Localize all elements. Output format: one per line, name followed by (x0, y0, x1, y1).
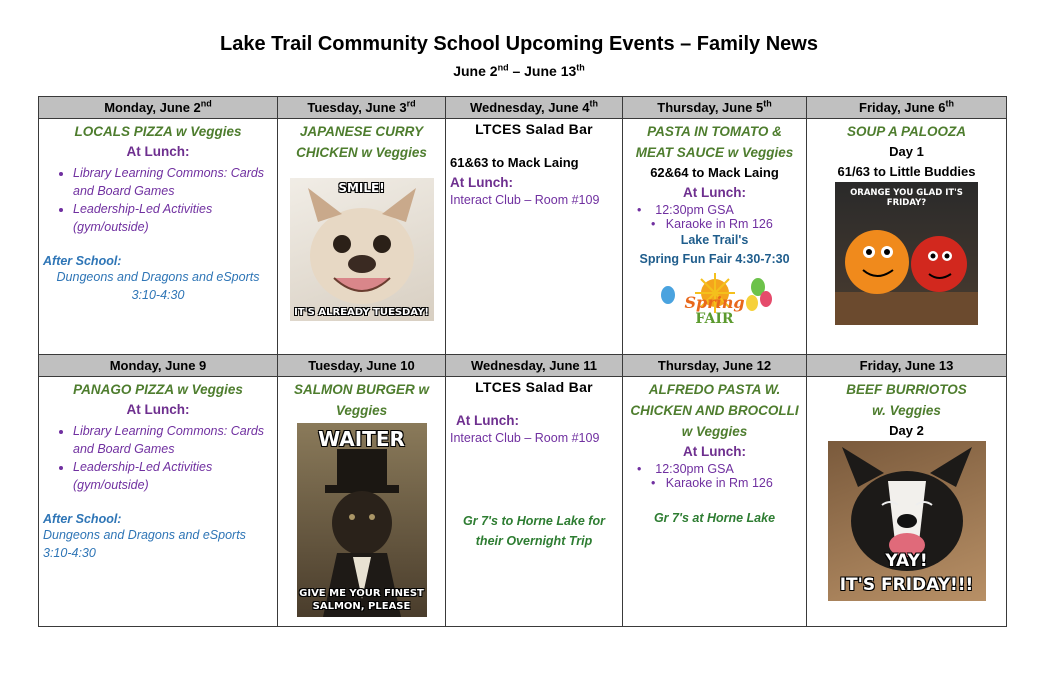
day-header-thursday-june-5: Thursday, June 5th (623, 97, 807, 119)
dog-icon (290, 178, 434, 321)
smiling-dog-meme-image (290, 178, 434, 321)
logo-text-top: Spring (684, 293, 745, 312)
lunch-activities-list (43, 164, 273, 236)
fun-fair-time: Spring Fun Fair 4:30-7:30 (639, 252, 790, 266)
lunch-menu: ALFREDO PASTA W. CHICKEN AND BROCOLLI w Veggies (630, 382, 799, 439)
at-lunch-heading: At Lunch: (450, 175, 513, 190)
field-trip-note: 61&63 to Mack Laing (450, 155, 579, 170)
events-calendar (38, 96, 1007, 627)
horne-lake-note: Gr 7's at Horne Lake (653, 511, 776, 525)
after-school-activity: Dungeons and Dragons and eSports 3:10-4:30 (56, 270, 260, 302)
list-item: • Karaoke in Rm 126 (651, 217, 773, 231)
day-header-tuesday-june-3: Tuesday, June 3rd (278, 97, 446, 119)
after-school-heading: After School: (43, 254, 122, 268)
salad-bar-title: LTCES Salad Bar (475, 379, 593, 395)
day-cell-monday-june-9 (39, 377, 278, 627)
at-lunch-heading: At Lunch: (456, 413, 519, 428)
lunch-activities-list (627, 462, 802, 490)
meme-bottom-text: IT'S ALREADY TUESDAY! (294, 307, 429, 318)
list-item: • Leadership-Led Activities (gym/outside) (73, 458, 273, 494)
day-cell-wednesday-june-4 (446, 119, 623, 355)
day-number: Day 2 (889, 423, 924, 438)
day-header-friday-june-13: Friday, June 13 (807, 355, 1007, 377)
club-location: Interact Club – Room #109 (450, 431, 600, 445)
at-lunch-heading: At Lunch: (126, 402, 190, 417)
day-header-monday-june-2: Monday, June 2nd (39, 97, 278, 119)
at-lunch-heading: At Lunch: (126, 144, 190, 159)
yay-friday-dog-meme-image (828, 441, 986, 601)
day-header-thursday-june-12: Thursday, June 12 (623, 355, 807, 377)
spring-fair-logo (656, 271, 774, 335)
list-item: • Library Learning Commons: Cards and Board Games (73, 422, 273, 458)
list-item: • 12:30pm GSA (637, 203, 734, 217)
day-header-friday-june-6: Friday, June 6th (807, 97, 1007, 119)
lunch-menu: SALMON BURGER w Veggies (294, 382, 429, 418)
lunch-menu: JAPANESE CURRY CHICKEN w Veggies (296, 124, 427, 160)
lunch-menu-sides: w. Veggies (872, 403, 941, 418)
list-item: • 12:30pm GSA (637, 462, 734, 476)
day-cell-tuesday-june-10 (278, 377, 446, 627)
meme-top-text: WAITER (318, 427, 405, 451)
list-item: • Leadership-Led Activities (gym/outside) (73, 200, 273, 236)
overnight-trip-note: Gr 7's to Horne Lake for their Overnight Trip (463, 514, 605, 548)
day-header-wednesday-june-11: Wednesday, June 11 (446, 355, 623, 377)
list-item: • Karaoke in Rm 126 (651, 476, 773, 490)
after-school-heading: After School: (43, 512, 122, 526)
day-header-tuesday-june-10: Tuesday, June 10 (278, 355, 446, 377)
week2-header-row (39, 355, 1007, 377)
day-number: Day 1 (889, 144, 924, 159)
lunch-activities-list (43, 422, 273, 494)
week1-content-row (39, 119, 1007, 355)
day-header-wednesday-june-4: Wednesday, June 4th (446, 97, 623, 119)
at-lunch-heading: At Lunch: (683, 444, 746, 459)
day-cell-thursday-june-5 (623, 119, 807, 355)
fun-fair-title: Lake Trail's (680, 233, 749, 247)
week2-content-row (39, 377, 1007, 627)
date-range: June 2nd – June 13th (453, 62, 585, 79)
lunch-menu: PASTA IN TOMATO & MEAT SAUCE w Veggies (635, 124, 794, 160)
day-cell-friday-june-13 (807, 377, 1007, 627)
day-cell-friday-june-6 (807, 119, 1007, 355)
page-title: Lake Trail Community School Upcoming Events – Family News (220, 33, 818, 55)
meme-bottom-text: GIVE ME YOUR FINEST SALMON, PLEASE (299, 588, 424, 612)
at-lunch-heading: At Lunch: (683, 185, 746, 200)
buddies-note: 61/63 to Little Buddies (837, 164, 976, 179)
lunch-activities-list (627, 203, 802, 231)
lunch-menu: BEEF BURRIOTOS (846, 382, 967, 397)
salad-bar-title: LTCES Salad Bar (475, 121, 593, 137)
day-cell-tuesday-june-3 (278, 119, 446, 355)
after-school-activity: Dungeons and Dragons and eSports 3:10-4:30 (43, 528, 246, 560)
day-header-monday-june-9: Monday, June 9 (39, 355, 278, 377)
day-cell-monday-june-2 (39, 119, 278, 355)
meme-top-text: SMILE! (338, 181, 385, 195)
orange-meme-image (835, 182, 978, 325)
meme-top-text: YAY! (885, 551, 928, 571)
day-cell-wednesday-june-11 (446, 377, 623, 627)
lunch-menu: PANAGO PIZZA w Veggies (73, 382, 243, 397)
lunch-menu: LOCALS PIZZA w Veggies (74, 124, 242, 139)
meme-top-text: ORANGE YOU GLAD IT'S FRIDAY? (850, 188, 963, 208)
list-item: • Library Learning Commons: Cards and Board Games (73, 164, 273, 200)
week1-header-row (39, 97, 1007, 119)
logo-text-bottom: FAIR (695, 311, 734, 327)
day-cell-thursday-june-12 (623, 377, 807, 627)
meme-bottom-text: IT'S FRIDAY!!! (839, 575, 974, 595)
waiter-dog-meme-image (297, 423, 427, 617)
lunch-menu: SOUP A PALOOZA (846, 124, 966, 139)
club-location: Interact Club – Room #109 (450, 193, 600, 207)
field-trip-note: 62&64 to Mack Laing (650, 165, 779, 180)
